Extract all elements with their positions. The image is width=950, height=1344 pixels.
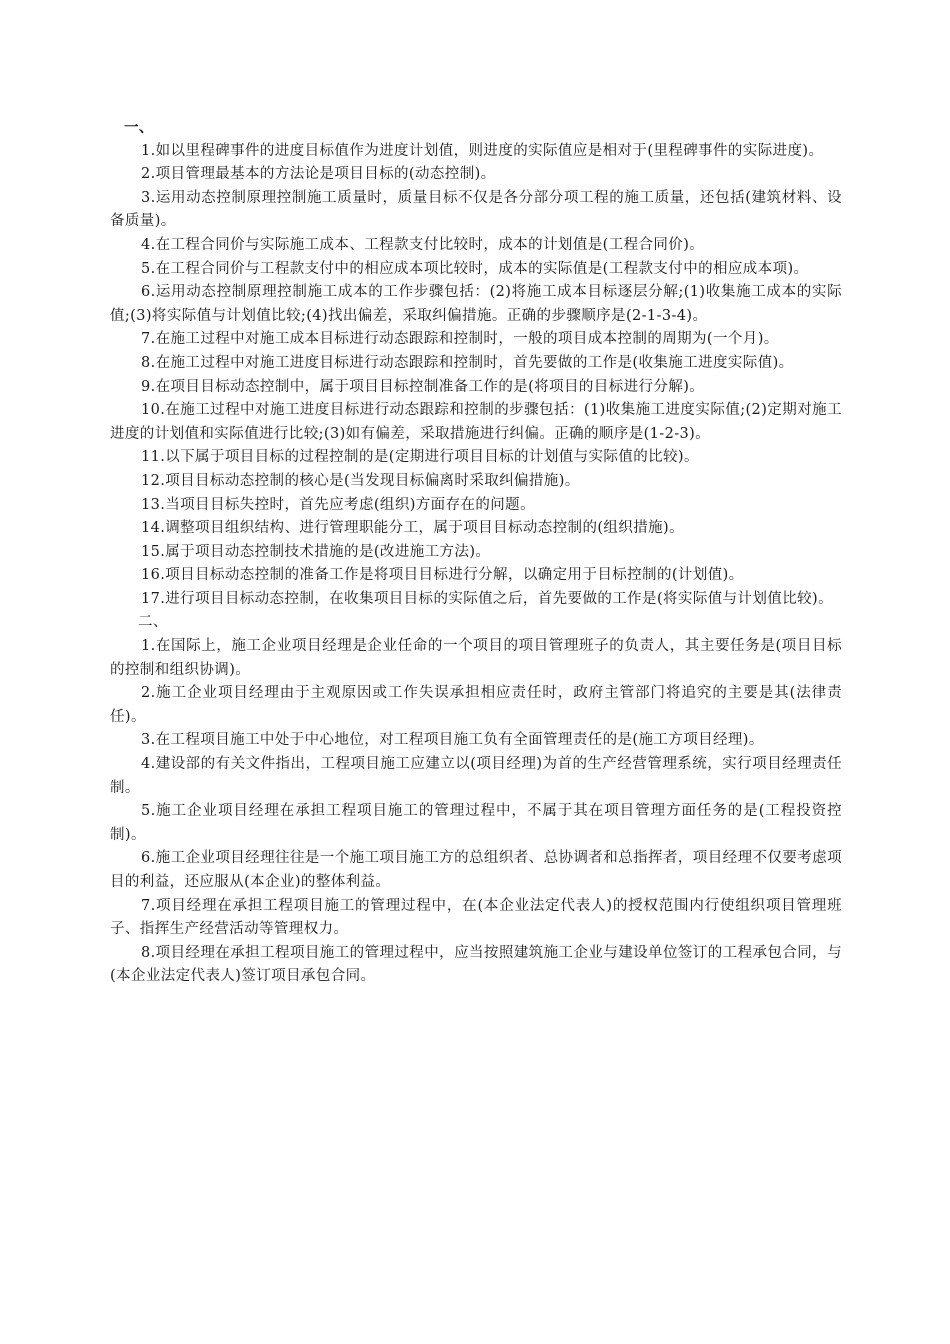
section-2-item: 6.施工企业项目经理往往是一个施工项目施工方的总组织者、总协调者和总指挥者，项目经理不仅要考虑项目的利益，还应服从(本企业)的整体利益。 [110, 850, 842, 890]
section-1-item: 12.项目目标动态控制的核心是(当发现目标偏离时采取纠偏措施)。 [141, 472, 580, 489]
section-1-item: 6.运用动态控制原理控制施工成本的工作步骤包括：(2)将施工成本目标逐层分解;(1)收集施工成本的实际值;(3)将实际值与计划值比较;(4)找出偏差，采取纠偏措施。正确的步骤顺序是(2-1-3-4)。 [110, 284, 842, 324]
section-2-heading: 二、 [138, 614, 168, 631]
section-1-item: 1.如以里程碑事件的进度目标值作为进度计划值，则进度的实际值应是相对于(里程碑事件的实际进度)。 [141, 142, 824, 159]
section-1-item: 7.在施工过程中对施工成本目标进行动态跟踪和控制时，一般的项目成本控制的周期为(一个月)。 [141, 331, 779, 348]
section-1-item: 2.项目管理最基本的方法论是项目目标的(动态控制)。 [141, 166, 496, 183]
section-2-item: 3.在工程项目施工中处于中心地位，对工程项目施工负有全面管理责任的是(施工方项目经理)。 [141, 732, 764, 749]
section-1-item: 17.进行项目目标动态控制，在收集项目目标的实际值之后，首先要做的工作是(将实际值与计划值比较)。 [141, 590, 833, 607]
section-2-item: 7.项目经理在承担工程项目施工的管理过程中，在(本企业法定代表人)的授权范围内行使组织项目管理班子、指挥生产经营活动等管理权力。 [110, 897, 842, 938]
section-1-item: 5.在工程合同价与工程款支付中的相应成本项比较时，成本的实际值是(工程款支付中的相应成本项)。 [141, 260, 809, 277]
section-1-item: 10.在施工过程中对施工进度目标进行动态跟踪和控制的步骤包括：(1)收集施工进度实际值;(2)定期对施工进度的计划值和实际值进行比较;(3)如有偏差，采取措施进行纠偏。正确的顺序是(1-2-3)。 [110, 402, 842, 442]
section-1-item: 16.项目目标动态控制的准备工作是将项目目标进行分解，以确定用于目标控制的(计划值)。 [141, 567, 744, 584]
section-1-item: 11.以下属于项目目标的过程控制的是(定期进行项目目标的计划值与实际值的比较)。 [141, 449, 699, 466]
section-2-item: 2.施工企业项目经理由于主观原因或工作失误承担相应责任时，政府主管部门将追究的主要是其(法律责任)。 [110, 685, 842, 725]
section-2-item: 8.项目经理在承担工程项目施工的管理过程中，应当按照建筑施工企业与建设单位签订的工程承包合同，与(本企业法定代表人)签订项目承包合同。 [110, 944, 842, 985]
section-1-item: 15.属于项目动态控制技术措施的是(改进施工方法)。 [141, 543, 491, 560]
section-1-item: 9.在项目目标动态控制中，属于项目目标控制准备工作的是(将项目的目标进行分解)。 [141, 378, 705, 395]
document-page [110, 116, 842, 989]
section-2-item: 4.建设部的有关文件指出，工程项目施工应建立以(项目经理)为首的生产经营管理系统，实行项目经理责任制。 [110, 756, 842, 796]
section-1-item: 8.在施工过程中对施工进度目标进行动态跟踪和控制时，首先要做的工作是(收集施工进度实际值)。 [141, 354, 794, 371]
section-1-item: 3.运用动态控制原理控制施工质量时，质量目标不仅是各分部分项工程的施工质量，还包括(建筑材料、设备质量)。 [110, 189, 842, 230]
section-2-item: 1.在国际上，施工企业项目经理是企业任命的一个项目的项目管理班子的负责人，其主要任务是(项目目标的控制和组织协调)。 [110, 638, 842, 678]
section-1-item: 4.在工程合同价与实际施工成本、工程款支付比较时，成本的计划值是(工程合同价)。 [141, 236, 705, 253]
section-1-item: 13.当项目目标失控时，首先应考虑(组织)方面存在的问题。 [141, 496, 535, 513]
section-1-item: 14.调整项目组织结构、进行管理职能分工，属于项目目标动态控制的(组织措施)。 [141, 520, 684, 537]
section-2-item: 5.施工企业项目经理在承担工程项目施工的管理过程中，不属于其在项目管理方面任务的是(工程投资控制)。 [110, 803, 842, 843]
section-1-heading: 一、 [124, 119, 154, 136]
